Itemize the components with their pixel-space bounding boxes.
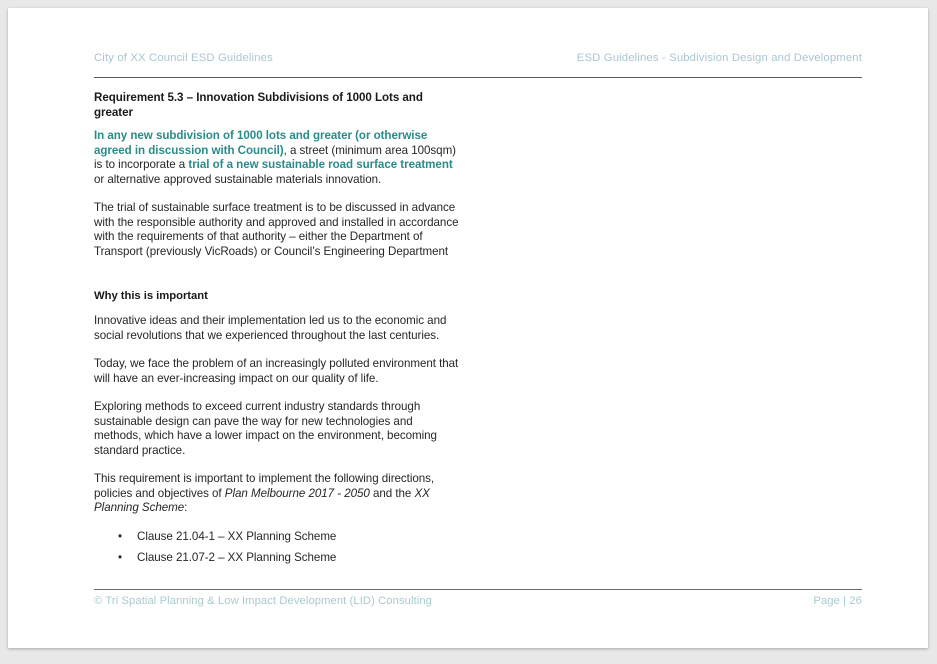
trial-paragraph: The trial of sustainable surface treatment is to be discussed in advance with the responsible authority and approved and installed in accordance with the requirements of that authority – either the Department of Transport (previously VicRoads) or Council’s Engineering Department [94, 201, 459, 258]
why-paragraph-3: Exploring methods to exceed current industry standards through sustainable design can pave the way for new technologies and methods, which have a lower impact on the environment, becoming standard practice. [94, 400, 437, 457]
clause-text: Clause 21.04-1 – XX Planning Scheme [137, 529, 337, 543]
header-divider [94, 77, 862, 78]
document-page [8, 8, 928, 648]
running-header [94, 52, 862, 68]
footer-page-number: Page | 26 [813, 595, 862, 607]
requirement-highlight-1: In any new subdivision of 1000 lots and greater (or otherwise agreed in discussion with Council) [94, 129, 428, 157]
requirement-title: Requirement 5.3 – Innovation Subdivisions of 1000 Lots and greater [94, 91, 423, 119]
list-item [94, 530, 460, 545]
bullet-icon: • [118, 529, 123, 543]
header-right-text: ESD Guidelines - Subdivision Design and Development [576, 52, 862, 64]
running-footer [94, 595, 862, 611]
header-left-text: City of XX Council ESD Guidelines [94, 52, 273, 64]
requirement-plain-1: , a street (minimum area 100sqm) is to incorporate a [94, 143, 456, 171]
clause-text: Clause 21.07-2 – XX Planning Scheme [137, 551, 337, 564]
directions-paragraph [94, 472, 460, 516]
requirement-highlight-2: trial of a new sustainable road surface treatment [188, 158, 453, 171]
footer-copyright-text: © Tri Spatial Planning & Low Impact Development (LID) Consulting [94, 595, 432, 607]
footer-divider [94, 589, 862, 590]
why-this-is-important-heading: Why this is important [94, 290, 208, 302]
requirement-plain-2: or alternative approved sustainable materials innovation. [94, 172, 382, 186]
directions-plain-1: This requirement is important to implement the following directions, policies and objectives of [94, 472, 435, 500]
requirement-paragraph [94, 129, 460, 187]
why-paragraph-2: Today, we face the problem of an increasingly polluted environment that will have an ever-increasing impact on our quality of life. [94, 357, 459, 385]
directions-plain-2: and the [369, 486, 415, 500]
clause-list [94, 530, 460, 566]
plan-melbourne-title: Plan Melbourne 2017 - 2050 [224, 486, 370, 500]
directions-plain-3: : [184, 501, 188, 514]
bullet-icon: • [118, 551, 123, 564]
planning-scheme-title: XX Planning Scheme [94, 486, 430, 514]
page-content-column [94, 90, 460, 573]
list-item [94, 551, 460, 566]
why-paragraph-1: Innovative ideas and their implementation led us to the economic and social revolutions that we experienced throughout the last centuries. [94, 314, 447, 342]
